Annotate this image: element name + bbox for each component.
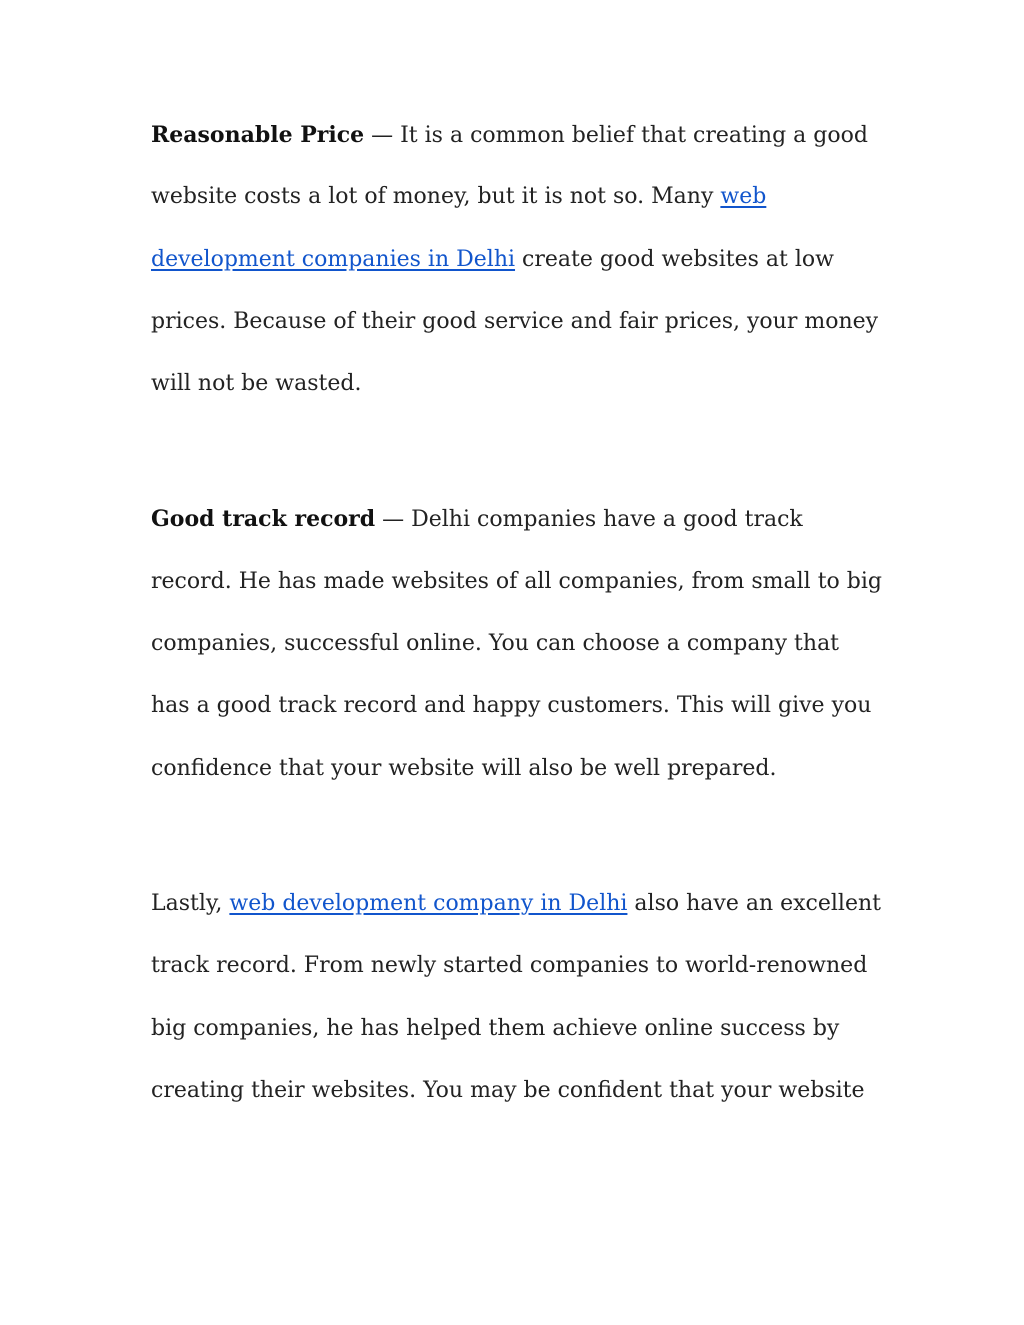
text-line [151, 675, 881, 737]
text-line [151, 998, 881, 1060]
line-text: also have an excellent [627, 890, 881, 916]
text-line [151, 104, 881, 166]
web-development-companies-link-part1[interactable]: web [720, 184, 767, 210]
text-line [151, 166, 881, 228]
line-text: will not be wasted. [151, 371, 362, 397]
text-line [151, 353, 881, 415]
paragraph-good-track-record [151, 488, 881, 799]
text-line [151, 935, 881, 997]
text-line [151, 613, 881, 675]
line-text: — It is a common belief that creating a good [364, 123, 868, 148]
line-text: create good websites at low [515, 246, 834, 272]
line-text: — Delhi companies have a good track [375, 507, 803, 533]
text-line [151, 738, 881, 800]
line-text: creating their websites. You may be confident that your website [151, 1077, 865, 1103]
line-text: has a good track record and happy customers. This will give you [151, 693, 872, 719]
web-development-companies-link-part2[interactable]: development companies in Delhi [151, 246, 516, 272]
document-body [151, 104, 881, 1122]
text-line [151, 229, 881, 291]
paragraph-reasonable-price [151, 104, 881, 415]
line-text: record. He has made websites of all companies, from small to big [151, 568, 882, 594]
line-text: track record. From newly started companies to world-renowned [151, 953, 868, 979]
line-text: confidence that your website will also be well prepared. [151, 755, 777, 781]
line-text: prices. Because of their good service and fair prices, your money [151, 308, 879, 334]
text-line [151, 1060, 881, 1122]
line-text: website costs a lot of money, but it is not so. Many [151, 184, 721, 210]
paragraph-lastly [151, 873, 881, 1122]
line-text: Lastly, [151, 890, 230, 916]
line-text: big companies, he has helped them achieve online success by [151, 1015, 840, 1041]
web-development-company-link[interactable]: web development company in Delhi [229, 890, 628, 916]
text-line [151, 488, 881, 550]
line-text: companies, successful online. You can choose a company that [151, 631, 840, 657]
text-line [151, 291, 881, 353]
heading-good-track-record: Good track record [151, 506, 376, 533]
text-line [151, 551, 881, 613]
text-line [151, 873, 881, 935]
heading-reasonable-price: Reasonable Price [151, 122, 365, 148]
